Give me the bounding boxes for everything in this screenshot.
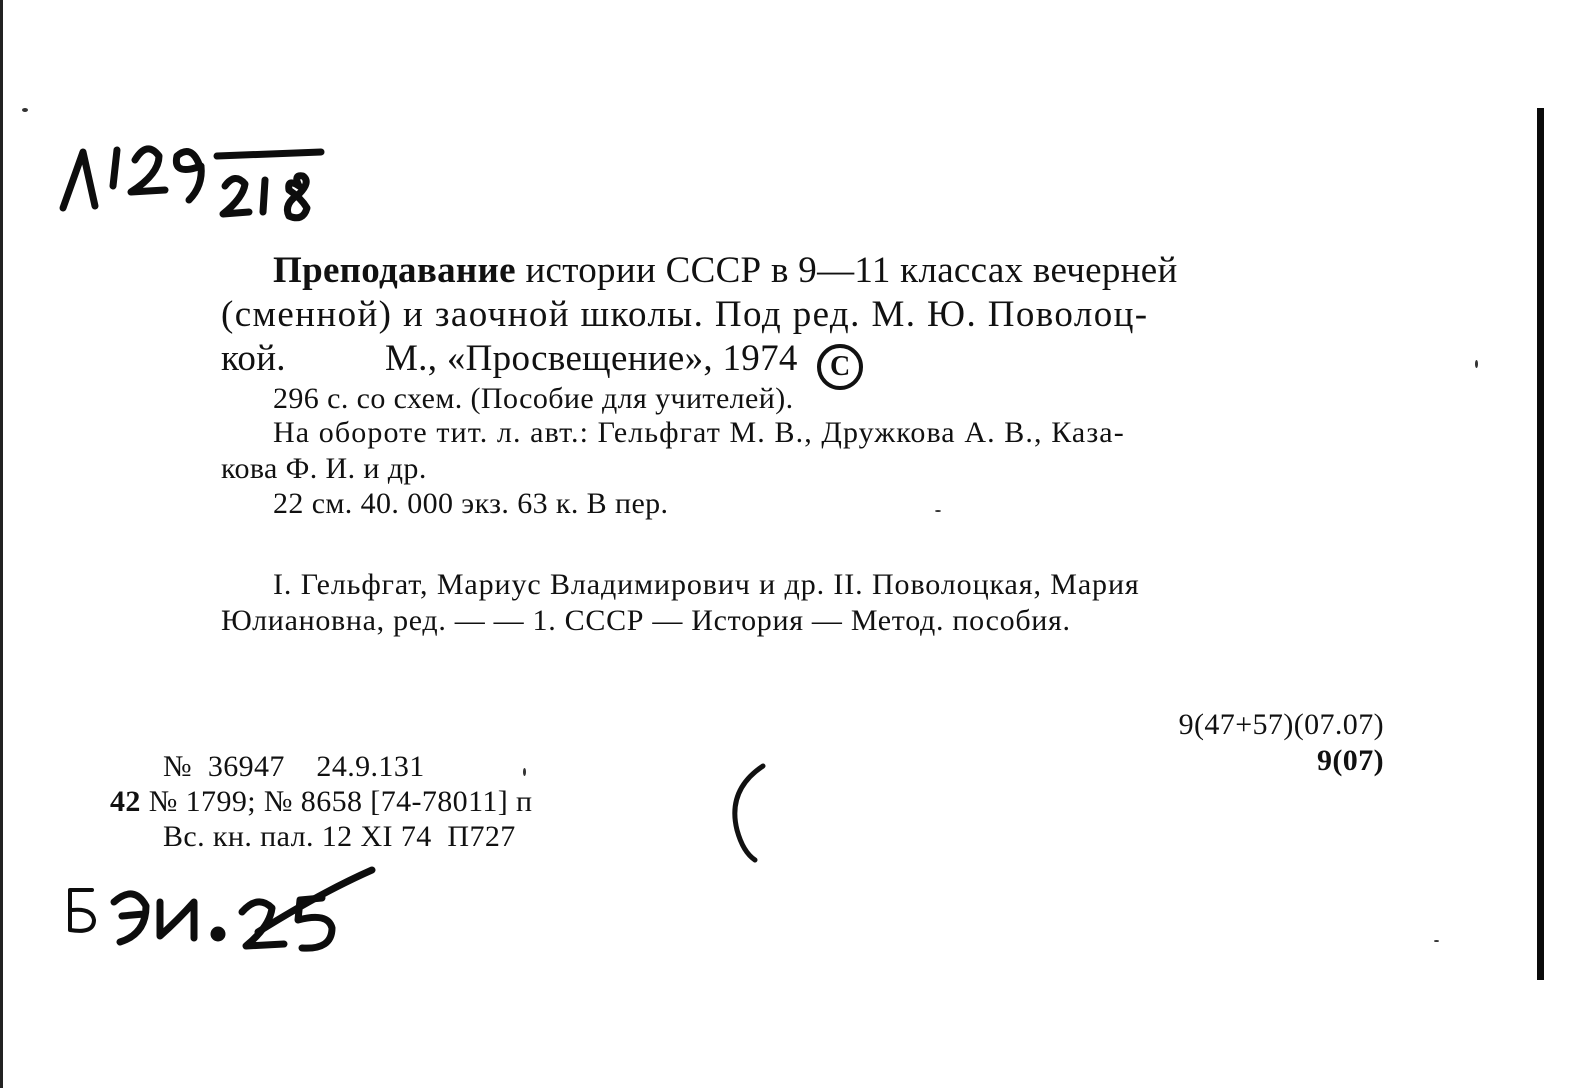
classification-code-1: 9(47+57)(07.07) — [1178, 708, 1384, 741]
scan-speck — [935, 510, 941, 512]
handwritten-shelfmark — [55, 130, 345, 240]
registration-line-3: Вс. кн. пал. 12 XI 74 П727 — [163, 820, 516, 853]
registration-numbers: № 1799; № 8658 [74-78011] п — [148, 785, 533, 818]
pages-note: 296 с. со схем. (Пособие для учителей). — [273, 382, 794, 415]
card-right-rule — [1537, 108, 1544, 980]
tracings-line-2: Юлиановна, ред. — — 1. СССР — История — Метод. пособия. — [221, 604, 1071, 637]
scan-speck — [1475, 360, 1478, 368]
scan-speck — [1434, 940, 1439, 942]
scan-speck — [22, 108, 28, 112]
title-line-1 — [273, 252, 1178, 289]
registration-line-1: № 36947 24.9.131 — [163, 750, 425, 783]
classification-code-2: 9(07) — [1317, 744, 1384, 777]
title-first-word: Преподавание — [273, 250, 516, 291]
tracings-line-1: I. Гельфгат, Мариус Владимирович и др. II. Поволоцкая, Мария — [273, 568, 1140, 601]
registration-prefix: 42 — [110, 785, 141, 818]
handwritten-inventory-number — [62, 862, 382, 962]
publisher-imprint: М., «Просвещение», 1974 — [384, 338, 798, 379]
registration-line-2 — [110, 787, 533, 817]
editor-surname-end: кой. — [221, 338, 286, 379]
title-line-2: (сменной) и заочной школы. Под ред. М. Ю. Поволоц- — [221, 294, 1149, 335]
scan-speck — [523, 768, 526, 776]
copyright-icon: C — [817, 344, 863, 390]
bracket-mark — [725, 760, 785, 870]
authors-note-line-1: На обороте тит. л. авт.: Гельфгат М. В., Дружкова А. В., Каза- — [273, 416, 1125, 449]
format-note: 22 см. 40. 000 экз. 63 к. В пер. — [273, 487, 669, 520]
authors-note-line-2: кова Ф. И. и др. — [221, 452, 427, 485]
title-rest: истории СССР в 9—11 классах вечерней — [525, 250, 1178, 291]
card-left-edge — [0, 0, 3, 1088]
